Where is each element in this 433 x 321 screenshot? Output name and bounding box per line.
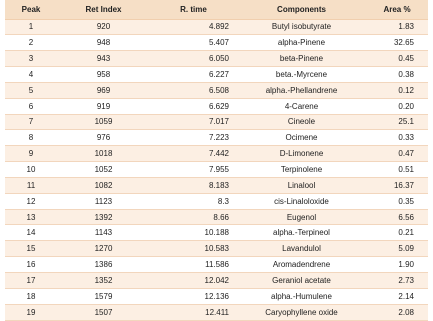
cell-area: 0.47 (366, 146, 428, 162)
cell-component: Caryophyllene oxide (237, 304, 366, 320)
table-row (5, 257, 428, 273)
cell-peak: 9 (5, 146, 57, 162)
table-row (5, 51, 428, 67)
table-row (5, 114, 428, 130)
cell-area: 16.37 (366, 177, 428, 193)
cell-area: 25.1 (366, 114, 428, 130)
cell-r-time: 8.183 (150, 177, 237, 193)
cell-peak: 15 (5, 241, 57, 257)
cell-area: 2.14 (366, 288, 428, 304)
cell-ret-index: 1270 (57, 241, 150, 257)
cell-component: Eugenol (237, 209, 366, 225)
table-row (5, 177, 428, 193)
header-ret-index: Ret Index (57, 0, 150, 19)
cell-ret-index: 1507 (57, 304, 150, 320)
cell-peak: 8 (5, 130, 57, 146)
cell-peak: 19 (5, 304, 57, 320)
cell-ret-index: 969 (57, 82, 150, 98)
cell-r-time: 6.227 (150, 67, 237, 83)
cell-component: Linalool (237, 177, 366, 193)
components-table (5, 0, 428, 321)
cell-area: 0.21 (366, 225, 428, 241)
cell-r-time: 6.508 (150, 82, 237, 98)
cell-component: alpha.-Terpineol (237, 225, 366, 241)
cell-r-time: 4.892 (150, 19, 237, 35)
cell-ret-index: 1143 (57, 225, 150, 241)
cell-ret-index: 1352 (57, 273, 150, 289)
table-row (5, 241, 428, 257)
results-table-wrapper (5, 0, 428, 321)
table-row (5, 288, 428, 304)
cell-component: Ocimene (237, 130, 366, 146)
cell-area: 0.35 (366, 193, 428, 209)
cell-r-time: 10.583 (150, 241, 237, 257)
cell-ret-index: 958 (57, 67, 150, 83)
table-row (5, 130, 428, 146)
cell-component: Aromadendrene (237, 257, 366, 273)
table-body (5, 19, 428, 320)
cell-r-time: 12.411 (150, 304, 237, 320)
cell-peak: 6 (5, 98, 57, 114)
table-row (5, 273, 428, 289)
cell-area: 0.45 (366, 51, 428, 67)
table-row (5, 146, 428, 162)
cell-r-time: 7.955 (150, 162, 237, 178)
cell-ret-index: 1123 (57, 193, 150, 209)
header-components: Components (237, 0, 366, 19)
table-row (5, 82, 428, 98)
cell-peak: 2 (5, 35, 57, 51)
table-row (5, 35, 428, 51)
cell-r-time: 6.050 (150, 51, 237, 67)
cell-ret-index: 948 (57, 35, 150, 51)
cell-r-time: 7.442 (150, 146, 237, 162)
table-row (5, 193, 428, 209)
cell-ret-index: 1392 (57, 209, 150, 225)
cell-area: 2.73 (366, 273, 428, 289)
cell-r-time: 12.136 (150, 288, 237, 304)
cell-area: 32.65 (366, 35, 428, 51)
table-row (5, 304, 428, 320)
cell-area: 0.33 (366, 130, 428, 146)
cell-peak: 11 (5, 177, 57, 193)
cell-component: alpha.-Humulene (237, 288, 366, 304)
cell-area: 0.51 (366, 162, 428, 178)
cell-peak: 12 (5, 193, 57, 209)
cell-r-time: 8.3 (150, 193, 237, 209)
header-area: Area % (366, 0, 428, 19)
cell-r-time: 7.223 (150, 130, 237, 146)
cell-area: 0.38 (366, 67, 428, 83)
cell-ret-index: 976 (57, 130, 150, 146)
cell-r-time: 8.66 (150, 209, 237, 225)
cell-component: Butyl isobutyrate (237, 19, 366, 35)
table-row (5, 162, 428, 178)
cell-component: beta-Pinene (237, 51, 366, 67)
cell-peak: 5 (5, 82, 57, 98)
cell-peak: 18 (5, 288, 57, 304)
cell-component: D-Limonene (237, 146, 366, 162)
cell-peak: 7 (5, 114, 57, 130)
cell-peak: 13 (5, 209, 57, 225)
cell-area: 0.20 (366, 98, 428, 114)
table-row (5, 225, 428, 241)
cell-r-time: 10.188 (150, 225, 237, 241)
cell-component: alpha.-Phellandrene (237, 82, 366, 98)
cell-r-time: 12.042 (150, 273, 237, 289)
cell-area: 2.08 (366, 304, 428, 320)
cell-ret-index: 943 (57, 51, 150, 67)
cell-ret-index: 920 (57, 19, 150, 35)
table-header (5, 0, 428, 19)
header-peak: Peak (5, 0, 57, 19)
cell-area: 1.90 (366, 257, 428, 273)
cell-peak: 14 (5, 225, 57, 241)
cell-r-time: 5.407 (150, 35, 237, 51)
cell-ret-index: 1579 (57, 288, 150, 304)
cell-component: Geraniol acetate (237, 273, 366, 289)
cell-component: 4-Carene (237, 98, 366, 114)
cell-r-time: 7.017 (150, 114, 237, 130)
cell-area: 5.09 (366, 241, 428, 257)
cell-ret-index: 919 (57, 98, 150, 114)
table-row (5, 209, 428, 225)
cell-ret-index: 1059 (57, 114, 150, 130)
table-row (5, 98, 428, 114)
cell-area: 0.12 (366, 82, 428, 98)
cell-peak: 16 (5, 257, 57, 273)
header-r-time: R. time (150, 0, 237, 19)
cell-component: Terpinolene (237, 162, 366, 178)
table-row (5, 19, 428, 35)
cell-ret-index: 1386 (57, 257, 150, 273)
cell-ret-index: 1018 (57, 146, 150, 162)
cell-component: Cineole (237, 114, 366, 130)
header-row (5, 0, 428, 19)
cell-peak: 10 (5, 162, 57, 178)
cell-peak: 1 (5, 19, 57, 35)
cell-component: beta.-Myrcene (237, 67, 366, 83)
cell-ret-index: 1052 (57, 162, 150, 178)
table-row (5, 67, 428, 83)
cell-peak: 17 (5, 273, 57, 289)
cell-component: Lavandulol (237, 241, 366, 257)
cell-area: 6.56 (366, 209, 428, 225)
cell-r-time: 11.586 (150, 257, 237, 273)
cell-area: 1.83 (366, 19, 428, 35)
cell-peak: 3 (5, 51, 57, 67)
cell-component: alpha-Pinene (237, 35, 366, 51)
cell-peak: 4 (5, 67, 57, 83)
cell-r-time: 6.629 (150, 98, 237, 114)
cell-ret-index: 1082 (57, 177, 150, 193)
cell-component: cis-Linaloloxide (237, 193, 366, 209)
